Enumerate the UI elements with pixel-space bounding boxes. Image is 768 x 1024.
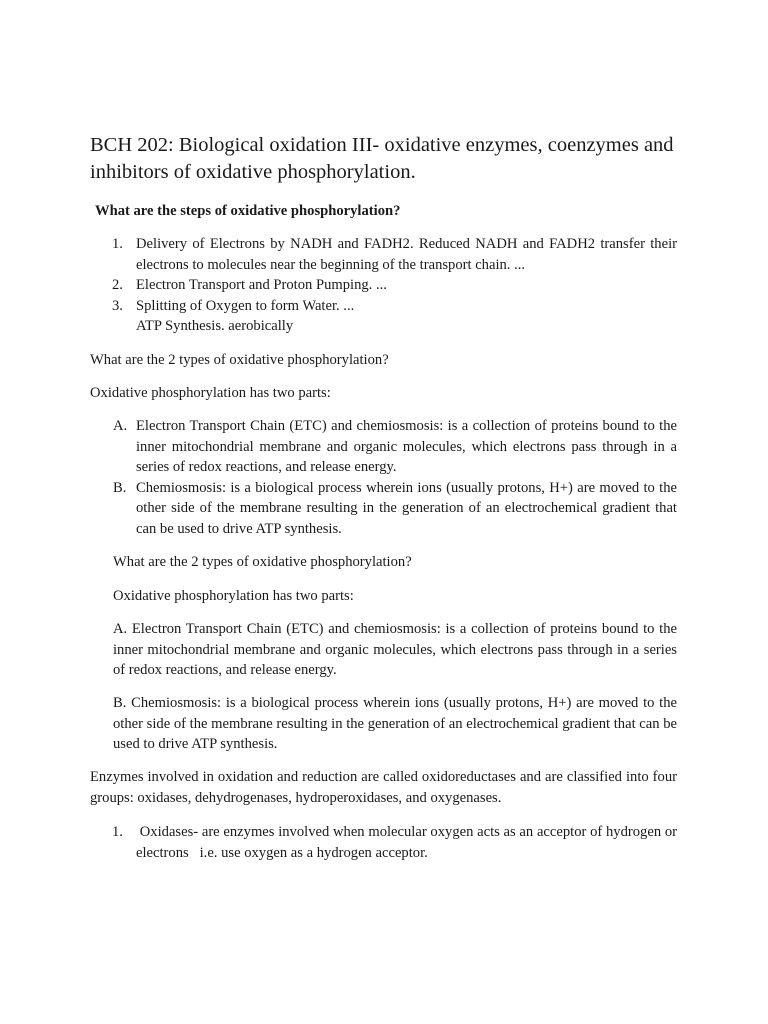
parts-list — [90, 416, 677, 539]
list-item — [90, 478, 677, 540]
enzyme-list — [90, 822, 681, 863]
list-item — [90, 275, 677, 296]
list-number: 1. — [112, 824, 123, 840]
enzymes-paragraph: Enzymes involved in oxidation and reduction are called oxidoreductases and are classified into four groups: oxidases, dehydrogenases, hydroperoxidases, and oxygenases. — [90, 769, 677, 806]
types-question: What are the 2 types of oxidative phosphorylation? — [90, 352, 389, 368]
part-b-paragraph: B. Chemiosmosis: is a biological process wherein ions (usually protons, H+) are moved to the other side of the membrane resulting in the generation of an electrochemical gradient that can be used to drive ATP synthesis. — [113, 695, 677, 752]
list-item — [90, 822, 681, 863]
list-number: 1. — [112, 236, 123, 252]
list-item — [90, 416, 677, 478]
list-letter: B. — [113, 479, 127, 496]
list-item — [90, 296, 677, 317]
two-parts-intro-repeat: Oxidative phosphorylation has two parts: — [113, 588, 354, 604]
list-item-text: Chemiosmosis: is a biological process wherein ions (usually protons, H+) are moved to the other side of the membrane resulting in the generation of an electrochemical gradient that can be used to drive ATP synthesis. — [136, 479, 677, 537]
list-item — [90, 316, 677, 337]
list-item-text: Electron Transport Chain (ETC) and chemiosmosis: is a collection of proteins bound to the inner mitochondrial membrane and organic molecules, which electrons pass through in a series of redox reactions, and release energy. — [136, 418, 677, 475]
list-number: 2. — [112, 277, 123, 293]
document-title: BCH 202: Biological oxidation III- oxidative enzymes, coenzymes and inhibitors of oxidative phosphorylation. — [90, 134, 674, 183]
part-a-paragraph: A. Electron Transport Chain (ETC) and chemiosmosis: is a collection of proteins bound to the inner mitochondrial membrane and organic molecules, which electrons pass through in a series of redox reactions, and release energy. — [113, 621, 677, 678]
list-letter: A. — [113, 418, 128, 434]
steps-list — [90, 234, 677, 337]
list-item-text: Splitting of Oxygen to form Water. ... — [136, 297, 355, 314]
list-item-text: Electron Transport and Proton Pumping. ... — [136, 277, 387, 293]
two-parts-intro: Oxidative phosphorylation has two parts: — [90, 385, 331, 401]
list-item-text: Oxidases- are enzymes involved when molecular oxygen acts as an acceptor of hydrogen or electrons i.e. use oxygen as a hydrogen acceptor. — [136, 824, 681, 861]
list-item — [90, 234, 677, 275]
list-item-text: ATP Synthesis. aerobically — [136, 318, 294, 334]
list-item-text: Delivery of Electrons by NADH and FADH2. Reduced NADH and FADH2 transfer their electrons to molecules near the beginning of the transport chain. ... — [136, 236, 677, 273]
list-number: 3. — [112, 297, 123, 314]
types-question-repeat: What are the 2 types of oxidative phosphorylation? — [113, 554, 412, 570]
steps-question-heading: What are the steps of oxidative phosphorylation? — [95, 203, 401, 219]
